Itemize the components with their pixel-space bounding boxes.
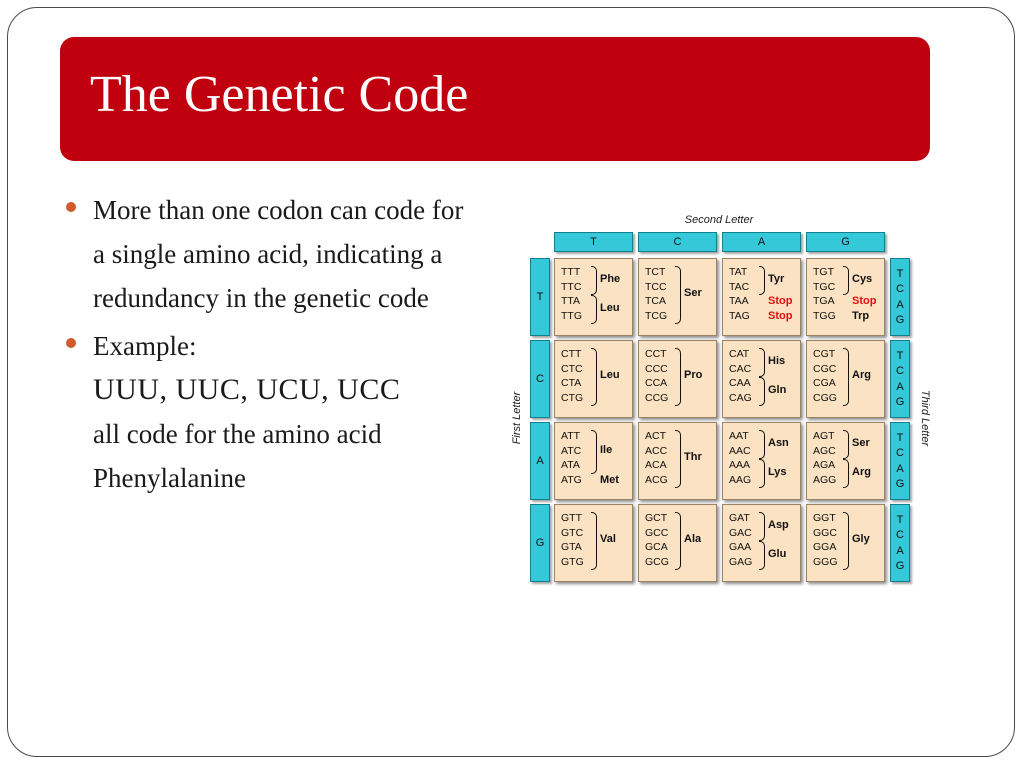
amino-acid-label: Stop: [768, 295, 793, 307]
codon: CTC: [561, 362, 583, 375]
codon-list: [645, 347, 668, 405]
brace-icon: [759, 541, 765, 570]
codon: ACC: [645, 444, 668, 457]
third-letter: C: [896, 283, 904, 296]
codon-cell: [554, 422, 633, 500]
third-letter: A: [896, 462, 904, 475]
first-letter-header: A: [530, 422, 550, 500]
third-letter: C: [896, 529, 904, 542]
amino-acid-label: His: [768, 355, 786, 367]
codon: CTG: [561, 391, 584, 404]
codon: TCC: [645, 280, 667, 293]
third-letter: A: [896, 298, 904, 311]
codon: CTT: [561, 348, 582, 360]
amino-acid-label: Met: [600, 473, 619, 486]
codon-list: [561, 429, 582, 487]
codon-cell: [638, 340, 717, 418]
codon: TGA: [813, 295, 835, 307]
example-codons: UUU, UUC, UCU, UCC: [93, 373, 401, 406]
codon: TTT: [561, 266, 581, 278]
codon-list: [561, 347, 583, 405]
amino-acid-label: Asp: [768, 519, 789, 531]
codon-list: [813, 511, 838, 569]
first-letter-header: G: [530, 504, 550, 582]
codon: TCT: [645, 266, 666, 278]
codon: AGC: [813, 444, 836, 457]
codon: AAA: [729, 459, 751, 471]
amino-acid-label: Leu: [600, 369, 620, 381]
codon: CGG: [813, 391, 837, 404]
amino-acid-label: Phe: [600, 273, 621, 285]
codon: ACA: [645, 459, 667, 471]
brace-icon: [759, 459, 765, 488]
codon: GAC: [729, 526, 752, 539]
amino-acid-label: Lys: [768, 466, 787, 478]
codon: GCC: [645, 526, 669, 539]
codon: TGC: [813, 280, 836, 293]
third-letter: T: [896, 350, 904, 363]
codon: TAT: [729, 266, 748, 278]
codon-list: [645, 265, 667, 323]
codon: CCT: [645, 348, 667, 360]
amino-acid-label: Cys: [852, 273, 873, 285]
second-letter-header: G: [806, 232, 885, 252]
third-letter: T: [896, 514, 904, 527]
amino-acid-label: Ala: [684, 533, 702, 545]
third-letter-header: [890, 258, 910, 336]
codon-list: [645, 429, 668, 487]
brace-icon: [591, 430, 597, 474]
codon: TTG: [561, 309, 582, 322]
bullet-item: [64, 324, 464, 500]
codon: GCA: [645, 541, 668, 553]
third-letter: T: [896, 268, 904, 281]
codon: GGA: [813, 541, 837, 553]
amino-acid-label: Gly: [852, 533, 870, 545]
amino-acid-label: Pro: [684, 369, 703, 381]
codon-cell: [722, 504, 801, 582]
codon: CCA: [645, 377, 668, 389]
third-letter-header: [890, 340, 910, 418]
bullet-dot-icon: [66, 338, 76, 348]
codon-cell: [638, 422, 717, 500]
codon: ATC: [561, 444, 582, 457]
codon: TGG: [813, 309, 836, 322]
amino-acid-label: Leu: [600, 302, 620, 314]
codon: TCG: [645, 309, 668, 322]
third-letter-header: [890, 504, 910, 582]
codon: AAC: [729, 444, 751, 457]
third-letter: G: [895, 559, 905, 572]
codon: ATG: [561, 473, 582, 486]
brace-icon: [759, 348, 765, 377]
codon-cell: [722, 422, 801, 500]
codon: CCC: [645, 362, 668, 375]
codon-list: [813, 347, 837, 405]
codon-list: [729, 511, 752, 569]
bullet-list: [64, 188, 464, 504]
amino-acid-label: Stop: [852, 295, 877, 307]
codon: GTA: [561, 541, 582, 553]
second-letter-header: T: [554, 232, 633, 252]
amino-acid-label: Arg: [852, 466, 871, 478]
codon-list: [729, 265, 750, 323]
codon: TCA: [645, 295, 666, 307]
codon: CGT: [813, 348, 836, 360]
brace-icon: [675, 430, 681, 488]
third-letter: C: [896, 365, 904, 378]
codon: TAA: [729, 295, 749, 307]
third-letter-label: Third Letter: [919, 389, 931, 447]
amino-acid-label: Tyr: [768, 273, 785, 285]
codon: TTC: [561, 280, 582, 293]
codon: GTT: [561, 512, 582, 524]
third-letter: A: [896, 380, 904, 393]
codon: GTG: [561, 555, 584, 568]
codon-list: [561, 265, 582, 323]
codon: GGC: [813, 526, 837, 539]
codon-cell: [554, 258, 633, 336]
second-letter-header: C: [638, 232, 717, 252]
brace-icon: [591, 512, 597, 570]
codon-list: [813, 429, 836, 487]
codon-cell: [638, 504, 717, 582]
codon: CTA: [561, 377, 582, 389]
third-letter-header: [890, 422, 910, 500]
third-letter: C: [896, 447, 904, 460]
codon: AAG: [729, 473, 752, 486]
codon: ATT: [561, 430, 581, 442]
second-letter-header: A: [722, 232, 801, 252]
slide-title: The Genetic Code: [90, 66, 469, 123]
codon: ACT: [645, 430, 666, 442]
codon: CGA: [813, 377, 836, 389]
first-letter-label: First Letter: [511, 391, 523, 445]
codon: GAA: [729, 541, 752, 553]
codon: GCG: [645, 555, 669, 568]
codon-list: [729, 347, 752, 405]
codon-list: [645, 511, 669, 569]
third-letter: A: [896, 544, 904, 557]
codon: TTA: [561, 295, 581, 307]
amino-acid-label: Asn: [768, 437, 789, 449]
bullet-text: Example:: [93, 331, 197, 361]
amino-acid-label: Ile: [600, 444, 613, 456]
amino-acid-label: Trp: [852, 309, 870, 322]
codon-cell: [806, 504, 885, 582]
third-letter: G: [895, 395, 905, 408]
brace-icon: [759, 430, 765, 459]
codon: GCT: [645, 512, 668, 524]
bullet-item: [64, 188, 464, 320]
amino-acid-label: Arg: [852, 369, 871, 381]
brace-icon: [759, 377, 765, 406]
codon: CAC: [729, 362, 752, 375]
codon: TAC: [729, 280, 750, 293]
codon: AGA: [813, 459, 836, 471]
bullet-dot-icon: [66, 202, 76, 212]
codon-list: [813, 265, 836, 323]
codon-table: [510, 212, 930, 587]
codon-list: [729, 429, 751, 487]
codon: GGG: [813, 555, 838, 568]
codon-cell: [554, 340, 633, 418]
brace-icon: [675, 266, 681, 324]
codon: GAG: [729, 555, 753, 568]
codon-list: [561, 511, 584, 569]
brace-icon: [843, 348, 849, 406]
codon: ACG: [645, 473, 668, 486]
brace-icon: [759, 512, 765, 541]
bullet-text: More than one codon can code for a single amino acid, indicating a redundancy in the genetic code: [93, 195, 464, 313]
codon-cell: [638, 258, 717, 336]
amino-acid-label: Val: [600, 533, 616, 545]
codon: CAT: [729, 348, 750, 360]
amino-acid-label: Thr: [684, 451, 702, 463]
brace-icon: [843, 512, 849, 570]
codon-cell: [806, 258, 885, 336]
codon-cell: [722, 258, 801, 336]
bullet-text: all code for the amino acid Phenylalanine: [93, 419, 382, 493]
third-letter: G: [895, 477, 905, 490]
brace-icon: [591, 266, 597, 295]
codon: TAG: [729, 309, 750, 322]
codon: AAT: [729, 430, 749, 442]
amino-acid-label: Ser: [684, 287, 702, 299]
brace-icon: [759, 266, 765, 295]
codon: CCG: [645, 391, 669, 404]
codon: AGT: [813, 430, 835, 442]
codon-cell: [554, 504, 633, 582]
codon-cell: [806, 422, 885, 500]
brace-icon: [843, 266, 849, 295]
codon: CAA: [729, 377, 751, 389]
brace-icon: [591, 348, 597, 406]
brace-icon: [591, 295, 597, 324]
brace-icon: [675, 348, 681, 406]
codon: AGG: [813, 473, 837, 486]
amino-acid-label: Glu: [768, 548, 787, 560]
codon-cell: [722, 340, 801, 418]
codon: CGC: [813, 362, 837, 375]
codon: CAG: [729, 391, 752, 404]
brace-icon: [843, 459, 849, 488]
third-letter: T: [896, 432, 904, 445]
codon: TGT: [813, 266, 834, 278]
first-letter-header: T: [530, 258, 550, 336]
third-letter: G: [895, 313, 905, 326]
brace-icon: [843, 430, 849, 459]
amino-acid-label: Ser: [852, 437, 870, 449]
codon-cell: [806, 340, 885, 418]
second-letter-label: Second Letter: [684, 214, 754, 226]
first-letter-header: C: [530, 340, 550, 418]
codon: GAT: [729, 512, 750, 524]
codon: ATA: [561, 459, 580, 471]
brace-icon: [675, 512, 681, 570]
codon: GGT: [813, 512, 836, 524]
amino-acid-label: Stop: [768, 309, 793, 322]
title-bar: [60, 37, 930, 161]
codon: GTC: [561, 526, 584, 539]
amino-acid-label: Gln: [768, 384, 787, 396]
